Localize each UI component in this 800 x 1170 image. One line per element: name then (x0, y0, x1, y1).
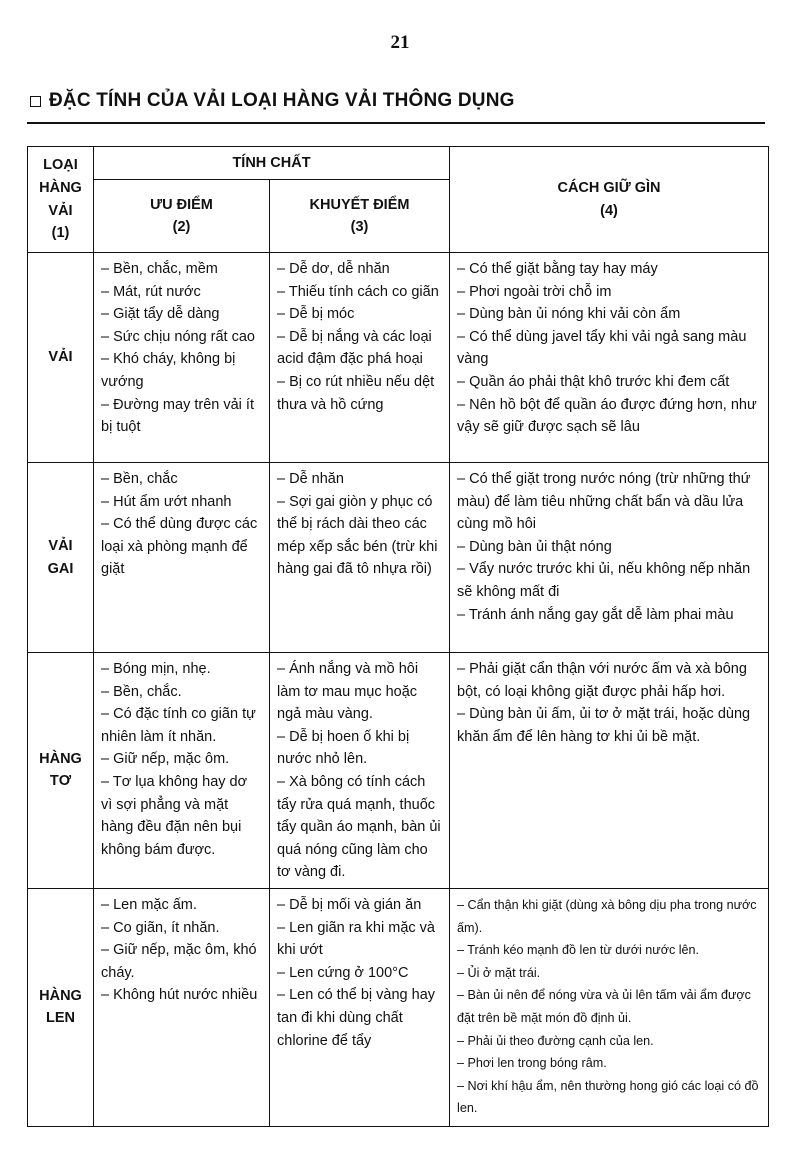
advantages-item: – Giữ nếp, mặc ôm. (101, 751, 230, 768)
advantages-item: – Đường may trên vải ít bị tuột (101, 396, 254, 436)
advantages-item: – Có thể dùng được các loại xà phòng mạnh để giặt (101, 516, 258, 578)
table-row (28, 253, 769, 463)
care-item: – Có thể giặt bằng tay hay máy (457, 261, 658, 277)
care-item: – Nơi khí hậu ẩm, nên thường hong gió các loại có đồ len. (457, 1078, 759, 1116)
advantages-cell (94, 463, 270, 653)
care-cell (450, 463, 769, 653)
table-row (28, 463, 769, 653)
disadvantages-cell (270, 888, 450, 1126)
advantages-item: – Hút ẩm ướt nhanh (101, 493, 232, 510)
header-properties: TÍNH CHẤT (94, 147, 450, 180)
fabric-type-cell (28, 888, 94, 1126)
disadvantages-item: – Dễ bị nắng và các loại acid đậm đặc phá hoại (277, 328, 432, 368)
header-care-title: CÁCH GIỮ GÌN (557, 179, 661, 196)
advantages-item: – Có đặc tính co giãn tự nhiên làm ít nhăn. (101, 706, 256, 745)
fabric-properties-table (27, 146, 769, 1127)
advantages-cell (94, 888, 270, 1126)
care-item: – Có thể giặt trong nước nóng (trừ những thứ màu) để làm tiêu những chất bẩn và dầu lửa cùng mồ hôi (457, 471, 751, 533)
care-item: – Bàn ủi nên để nóng vừa và ủi lên tấm vải ẩm được đặt trên bề mặt món đồ định ủi. (457, 988, 751, 1025)
table-row (28, 888, 769, 1126)
care-item: – Phơi len trong bóng râm. (457, 1056, 607, 1071)
disadvantages-item: – Len có thể bị vàng hay tan đi khi dùng chất chlorine để tẩy (277, 987, 436, 1049)
fabric-type-label: TƠ (49, 773, 72, 790)
care-cell (450, 253, 769, 463)
header-disadvantages-number: (3) (350, 219, 369, 235)
table-row (28, 653, 769, 889)
fabric-type-label: HÀNG (39, 987, 82, 1004)
disadvantages-item: – Thiếu tính cách co giãn (277, 283, 439, 300)
disadvantages-item: – Len cứng ở 100°C (277, 964, 409, 981)
disadvantages-cell (270, 253, 450, 463)
disadvantages-cell (270, 653, 450, 889)
care-item: – Phải ủi theo đường cạnh của len. (457, 1033, 654, 1048)
advantages-item: – Len mặc ấm. (101, 896, 197, 913)
disadvantages-item: – Bị co rút nhiều nếu dệt thưa và hồ cứng (277, 373, 435, 413)
advantages-item: – Bền, chắc (101, 471, 178, 487)
header-fabric-type (28, 147, 94, 253)
advantages-item: – Co giãn, ít nhăn. (101, 919, 220, 936)
header-disadvantages (270, 180, 450, 253)
disadvantages-item: – Xà bông có tính cách tẩy rửa quá mạnh, thuốc tẩy quần áo mạnh, bàn ủi quá nóng cũng làm cho tơ vàng đi. (277, 773, 441, 881)
fabric-type-cell (28, 463, 94, 653)
care-item: – Cẩn thận khi giặt (dùng xà bông dịu pha trong nước ấm). (457, 897, 757, 935)
fabric-type-label: LEN (46, 1010, 75, 1027)
fabric-type-label: GAI (47, 560, 74, 577)
care-item: – Vẩy nước trước khi ủi, nếu không nếp nhăn sẽ không mất đi (457, 561, 751, 600)
care-item: – Dùng bàn ủi ấm, ủi tơ ở mặt trái, hoặc dùng khăn ẩm để lên hàng tơ khi ủi bề mặt. (457, 706, 751, 745)
disadvantages-item: – Dễ bị mối và gián ăn (277, 896, 422, 913)
fabric-type-cell (28, 253, 94, 463)
fabric-type-cell (28, 653, 94, 889)
care-cell (450, 653, 769, 889)
disadvantages-item: – Len giãn ra khi mặc và khi ướt (277, 919, 435, 959)
header-care (450, 147, 769, 253)
disadvantages-item: – Sợi gai giòn y phục có thể bị rách dài theo các mép xếp sắc bén (trừ khi hàng gai đã tô nhựa rồi) (277, 493, 438, 578)
care-item: – Tránh kéo mạnh đồ len từ dưới nước lên. (457, 943, 700, 958)
care-item: – Có thể dùng javel tẩy khi vải ngả sang màu vàng (457, 328, 747, 368)
heading-rule (27, 122, 765, 124)
header-advantages-number: (2) (172, 219, 191, 235)
header-care-number: (4) (600, 202, 618, 219)
advantages-item: – Tơ lụa không hay dơ vì sợi phẳng và mặt hàng đều đặn nên bụi không bám được. (101, 773, 248, 858)
header-disadvantages-title: KHUYẾT ĐIỂM (309, 197, 410, 213)
advantages-cell (94, 253, 270, 463)
disadvantages-item: – Dễ nhăn (277, 471, 344, 487)
disadvantages-item: – Dễ bị hoen ố khi bị nước nhỏ lên. (277, 728, 410, 768)
fabric-type-label: VẢI (48, 349, 73, 366)
advantages-item: – Bền, chắc. (101, 683, 182, 700)
header-fabric-type-line: (1) (51, 225, 70, 242)
page-number: 21 (390, 32, 410, 53)
fabric-type-label: VẢI (48, 537, 73, 554)
advantages-item: – Không hút nước nhiều (101, 987, 258, 1004)
care-item: – Nên hồ bột để quần áo được đứng hơn, như vậy sẽ giữ được sạch sẽ lâu (457, 396, 757, 436)
fabric-type-label: HÀNG (39, 750, 82, 767)
section-heading-text: ĐẶC TÍNH CỦA VẢI LOẠI HÀNG VẢI THÔNG DỤNG (49, 90, 515, 111)
checkbox-bullet-icon (30, 96, 41, 107)
care-item: – Dùng bàn ủi nóng khi vải còn ẩm (457, 306, 681, 323)
care-item: – Tránh ánh nắng gay gắt dễ làm phai màu (457, 606, 734, 623)
disadvantages-item: – Ánh nắng và mồ hôi làm tơ mau mục hoặc ngả màu vàng. (277, 661, 419, 723)
advantages-item: – Bóng mịn, nhẹ. (101, 661, 211, 677)
header-fabric-type-line: HÀNG (39, 179, 82, 196)
care-item: – Quần áo phải thật khô trước khi đem cất (457, 373, 730, 390)
care-item: – Dùng bàn ủi thật nóng (457, 538, 612, 555)
advantages-item: – Mát, rút nước (101, 283, 201, 300)
header-advantages-title: ƯU ĐIỂM (150, 197, 213, 213)
care-item: – Phơi ngoài trời chỗ im (457, 283, 612, 300)
care-item: – Phải giặt cẩn thận với nước ấm và xà bông bột, có loại không giặt được phải hấp hơi. (457, 661, 747, 700)
section-heading (30, 90, 770, 112)
advantages-item: – Giữ nếp, mặc ôm, khó cháy. (101, 942, 257, 981)
care-item: – Ủi ở mặt trái. (457, 965, 541, 980)
advantages-item: – Khó cháy, không bị vướng (101, 351, 236, 390)
header-advantages (94, 180, 270, 253)
advantages-item: – Sức chịu nóng rất cao (101, 328, 255, 345)
care-cell (450, 888, 769, 1126)
advantages-item: – Giặt tẩy dễ dàng (101, 306, 220, 323)
header-fabric-type-line: LOẠI (43, 157, 78, 174)
header-fabric-type-line: VẢI (48, 202, 73, 219)
advantages-cell (94, 653, 270, 889)
disadvantages-item: – Dễ bị móc (277, 306, 355, 323)
disadvantages-item: – Dễ dơ, dễ nhăn (277, 261, 390, 277)
disadvantages-cell (270, 463, 450, 653)
advantages-item: – Bền, chắc, mềm (101, 261, 218, 277)
